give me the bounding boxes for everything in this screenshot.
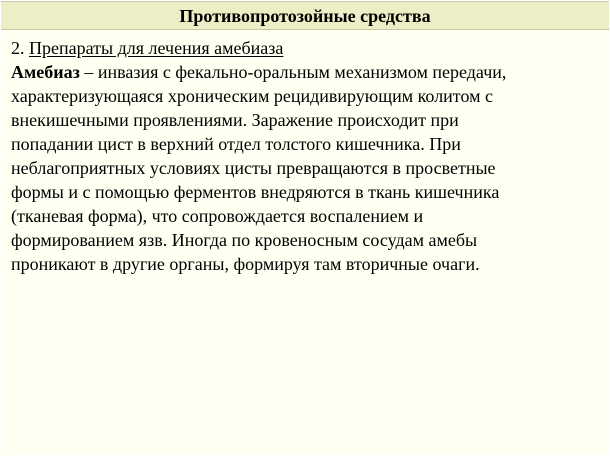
section-number: 2.: [11, 38, 25, 58]
section-heading: [11, 36, 603, 60]
paragraph-line: формированием язв. Иногда по кровеносным сосудам амебы: [11, 230, 478, 250]
paragraph-line-text: – инвазия с фекально-оральным механизмом передачи,: [79, 62, 507, 82]
paragraph-line: попадании цист в верхний отдел толстого кишечника. При: [11, 134, 461, 154]
paragraph-line: неблагоприятных условиях цисты превращаются в просветные: [11, 158, 496, 178]
title-bar: [1, 1, 609, 30]
paragraph-line: внекишечными проявлениями. Заражение происходит при: [11, 110, 459, 130]
definition-paragraph: [11, 60, 603, 276]
paragraph-line: характеризующаяся хроническим рецидивирующим колитом с: [11, 86, 493, 106]
paragraph-line: (тканевая форма), что сопровождается воспалением и: [11, 206, 424, 226]
slide-content: [11, 36, 603, 276]
paragraph-line: формы и с помощью ферментов внедряются в ткань кишечника: [11, 182, 500, 202]
section-label: Препараты для лечения амебиаза: [29, 38, 284, 58]
slide: [1, 1, 609, 455]
definition-term: Амебиаз: [11, 62, 80, 82]
slide-title: Противопротозойные средства: [179, 5, 431, 26]
paragraph-line: [11, 60, 603, 84]
paragraph-line: проникают в другие органы, формируя там вторичные очаги.: [11, 254, 480, 274]
